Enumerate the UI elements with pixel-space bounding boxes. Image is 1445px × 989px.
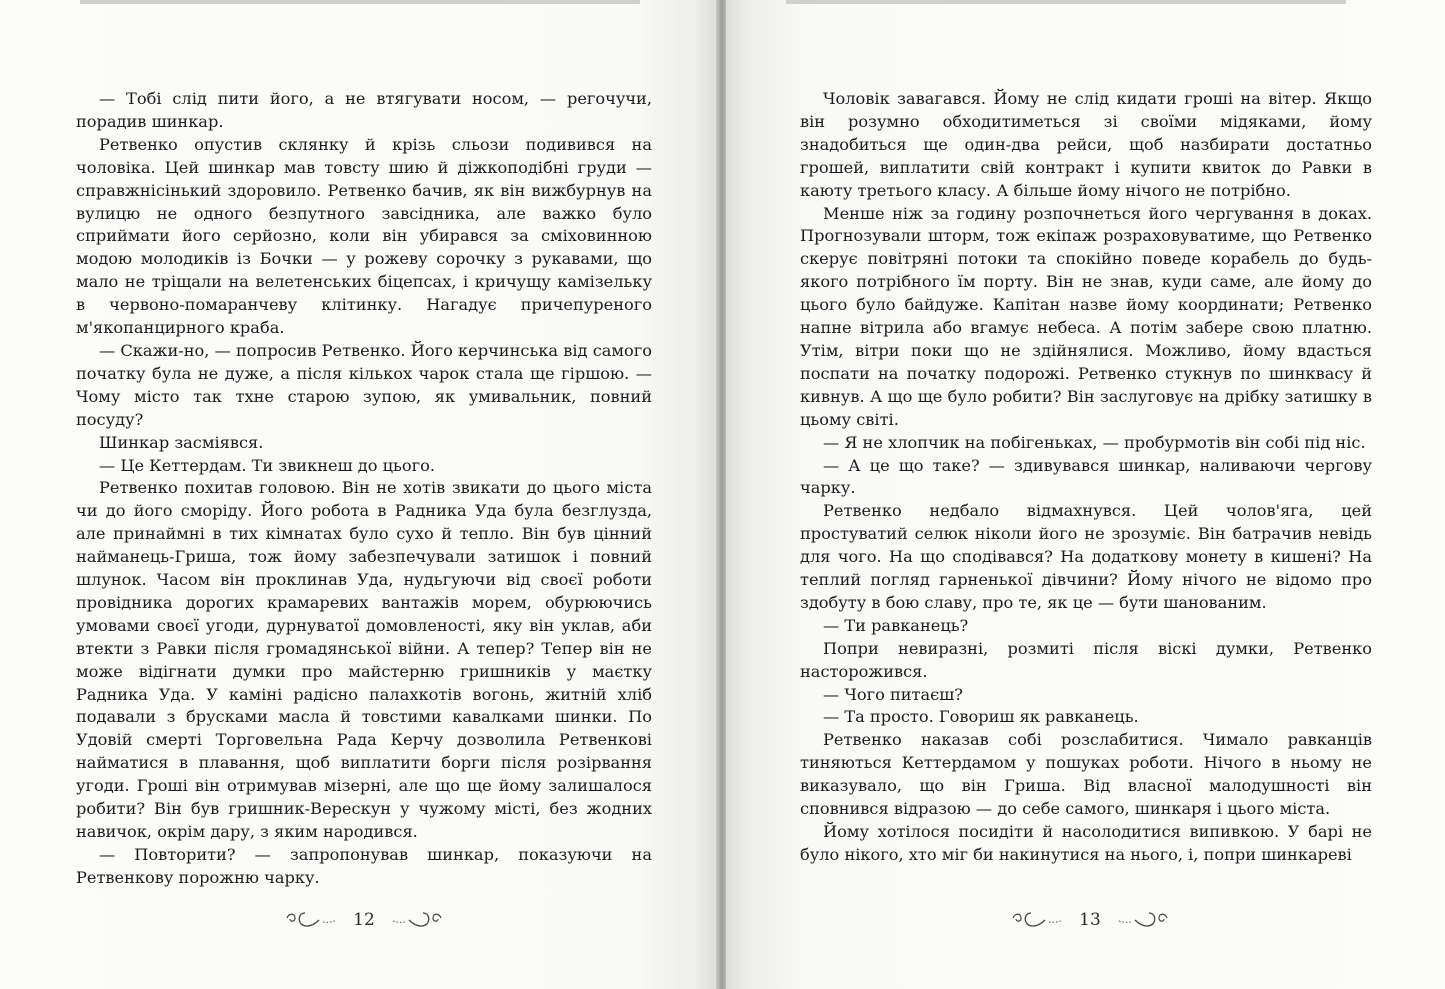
page-folio-right [990, 905, 1190, 935]
paragraph: Ретвенко недбало відмахнувся. Цей чолов'яга, цей простуватий селюк ніколи його не зрозуміє. Він батрачив невідь для чого. На що сподівався? На додаткову монету в кишені? На теплий погляд гарненької дівчини? Йому нічого не відомо про здобуту в бою славу, про те, як це — бути шанованим. [800, 501, 1372, 612]
paragraph: — Ти равканець? [823, 615, 969, 635]
paragraph: — Повторити? — запропонував шинкар, показуючи на Ретвенкову порожню чарку. [76, 844, 652, 887]
page-top-edge [786, 0, 1346, 4]
ornament-swirl-left-icon [1009, 909, 1065, 931]
paragraph: Менше ніж за годину розпочнеться його чергування в доках. Прогнозували шторм, тож екіпаж розраховуватиме, що Ретвенко скерує повітряні потоки та спокійно поведе корабель до будь-якого потрібного їм порту. Він не знав, куди саме, але йому до цього було байдуже. Капітан назве йому координати; Ретвенко напне вітрила або вгамує небеса. А потім забере свою платню. Утім, вітри поки що не здійнялися. Можливо, йому вдасться поспати на початку подорожі. Ретвенко стукнув по шинквасу й кивнув. А що ще було робити? Він заслуговує на дрібку затишку в цьому світі. [800, 203, 1372, 429]
right-page [726, 0, 1445, 989]
ornament-swirl-right-icon [389, 909, 445, 931]
right-page-text [800, 88, 1372, 867]
paragraph: Ретвенко похитав головою. Він не хотів звикати до цього міста чи до його сморіду. Його робота в Радника Уда була безглузда, але принаймні в тих кімнатах було сухо й тепло. Він був цінний найманець-Гриша, тож йому забезпечували затишок і повний шлунок. Часом він проклинав Уда, нудьгуючи від своєї роботи провідника дорогих крамаревих вантажів морем, обурюючись умовами своєї угоди, дурнуватої домовленості, яку він уклав, аби втекти з Равки після громадянської війни. А тепер? Тепер він не може відігнати думки про майстерню гришників у маєтку Радника Уда. У каміні радісно палахкотів вогонь, житній хліб подавали з брусками масла й товстими кавалками шинки. По Удовій смерті Торговельна Рада Керчу дозволила Ретвенкові найматися в плавання, щоб виплатити борги після розірвання угоди. Гроші він отримував мізерні, але що ще йому залишалося робити? Він був гришник-Верескун у чужому місті, без жодних навичок, окрім дару, з яким народився. [76, 478, 652, 841]
page-top-edge [80, 0, 640, 4]
paragraph: — Та просто. Говориш як равканець. [823, 707, 1139, 727]
paragraph: — Скажи-но, — попросив Ретвенко. Його керчинська від самого початку була не дуже, а після кількох чарок стала ще гіршою. — Чому місто так тхне старою зупою, як умивальник, повний посуду? [76, 340, 652, 429]
left-page-text [76, 88, 652, 890]
page-number: 12 [353, 910, 375, 930]
paragraph: Йому хотілося посидіти й насолодитися випивкою. У барі не було нікого, хто міг би накинутися на нього, і, попри шинкареві [800, 822, 1372, 864]
paragraph: — А це що таке? — здивувався шинкар, наливаючи чергову чарку. [800, 455, 1372, 498]
paragraph: Шинкар засміявся. [99, 432, 264, 452]
ornament-swirl-right-icon [1115, 909, 1171, 931]
paragraph: — Чого питаєш? [823, 684, 963, 704]
paragraph: Чоловік завагався. Йому не слід кидати гроші на вітер. Якщо він розумно обходитиметься зі своїми мідяками, йому знадобиться ще один-два рейси, щоб назбирати достатньо грошей, виплатити свій контракт і купити квиток до Равки в каюту третього класу. А більше йому нічого не потрібно. [800, 89, 1372, 200]
page-folio-left [264, 905, 464, 935]
paragraph: — Це Кеттердам. Ти звикнеш до цього. [99, 455, 435, 475]
paragraph: — Тобі слід пити його, а не втягувати носом, — регочучи, порадив шинкар. [76, 89, 652, 131]
ornament-swirl-left-icon [283, 909, 339, 931]
page-number: 13 [1079, 910, 1101, 930]
left-page [0, 0, 718, 989]
paragraph: Попри невиразні, розмиті після віскі думки, Ретвенко насторожився. [800, 638, 1372, 681]
paragraph: Ретвенко наказав собі розслабитися. Чимало равканців тиняються Кеттердамом у пошуках роботи. Нічого в ньому не виказувало, що він Гриша. Від власної малодушності він сповнився відразою — до себе самого, шинкаря і цього міста. [800, 730, 1372, 819]
paragraph: — Я не хлопчик на побігеньках, — пробурмотів він собі під ніс. [823, 432, 1366, 452]
paragraph: Ретвенко опустив склянку й крізь сльози подивився на чоловіка. Цей шинкар мав товсту шию й діжкоподібні груди — справжнісінький здоровило. Ретвенко бачив, як він вижбурнув на вулицю не одного безпутного завсідника, але важко було сприймати його серйозно, коли він убирався за сміховинною модою молодиків із Бочки — у рожеву сорочку з рукавами, що мало не тріщали на велетенських біцепсах, і кричущу камізельку в червоно-помаранчеву клітинку. Нагадує причепуреного м'якопанцирного краба. [76, 134, 652, 338]
